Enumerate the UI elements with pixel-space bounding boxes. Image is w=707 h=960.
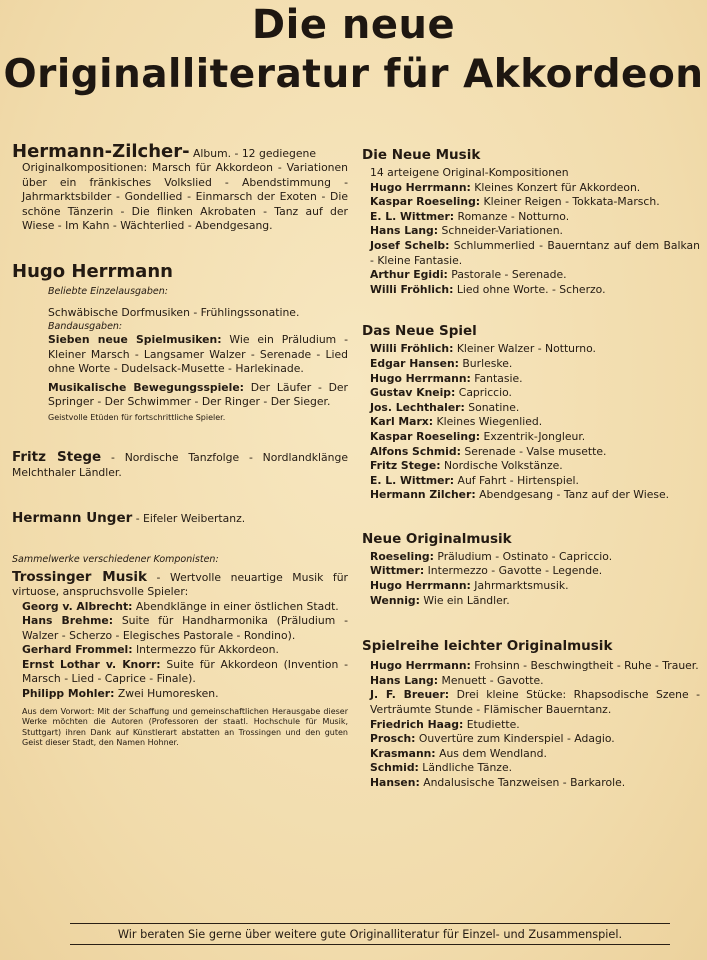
list-item: Jos. Lechthaler: Sonatine. <box>370 400 520 414</box>
left-column <box>12 142 348 749</box>
herrmann-line1: Schwäbische Dorfmusiken - Frühlingssonatine. <box>48 305 300 319</box>
zilcher-name: Hermann-Zilcher- <box>12 141 190 162</box>
herrmann-note: Geistvolle Etüden für fortschrittliche Spieler. <box>48 412 226 422</box>
list-item: Philipp Mohler: Zwei Humoresken. <box>22 687 219 701</box>
list-item: Alfons Schmid: Serenade - Valse musette. <box>370 444 607 458</box>
list-item: Edgar Hansen: Burleske. <box>370 356 513 370</box>
title-line-2: Originalliteratur für Akkordeon <box>3 52 704 97</box>
list-item: Hugo Herrmann: Frohsinn - Beschwingtheit - Ruhe - Trauer. <box>370 659 699 673</box>
right-column <box>362 147 700 791</box>
neues-spiel-heading: Das Neue Spiel <box>362 323 477 340</box>
list-item: Willi Fröhlich: Lied ohne Worte. - Scherzo. <box>370 282 606 296</box>
stege-text: - Nordische Tanzfolge - Nordlandklänge Melchthaler Ländler. <box>12 451 348 479</box>
list-item: Josef Schelb: Schlummerlied - Bauerntanz auf dem Balkan - Kleine Fantasie. <box>370 238 701 267</box>
originalmusik-heading: Neue Originalmusik <box>362 530 512 547</box>
unger-name: Hermann Unger <box>12 510 133 526</box>
originalmusik-section <box>362 531 700 608</box>
herrmann-name: Hugo Herrmann <box>12 260 173 282</box>
list-item: Arthur Egidi: Pastorale - Serenade. <box>370 268 567 282</box>
unger-text: - Eifeler Weibertanz. <box>132 512 246 525</box>
list-item: Krasmann: Aus dem Wendland. <box>370 746 547 760</box>
list-item: Hansen: Andalusische Tanzweisen - Barkarole. <box>370 776 626 789</box>
list-item: Hans Lang: Schneider-Variationen. <box>370 224 563 238</box>
stege-name: Fritz Stege <box>12 449 102 465</box>
sammel-heading: Sammelwerke verschiedener Komponisten: <box>12 553 219 565</box>
unger-section <box>12 510 348 527</box>
title-line-1: Die neue <box>251 2 456 48</box>
list-item: Wennig: Wie ein Ländler. <box>370 593 510 607</box>
list-item: Ernst Lothar v. Knorr: Suite für Akkordeon (Invention - Marsch - Lied - Caprice - Finale). <box>22 657 348 686</box>
list-item: Fritz Stege: Nordische Volkstänze. <box>370 459 563 473</box>
leichte-section <box>362 638 700 790</box>
list-item: E. L. Wittmer: Romanze - Notturno. <box>370 209 570 223</box>
herrmann-section <box>12 262 348 424</box>
list-item: J. F. Breuer: Drei kleine Stücke: Rhapsodische Szene - Verträumte Stunde - Flämischer Bauerntanz. <box>370 688 700 717</box>
neues-spiel-section <box>362 323 700 503</box>
trossinger-text: - Wertvolle neuartige Musik für virtuose, anspruchsvolle Spieler: <box>12 570 348 598</box>
band1-text: Wie ein Präludium - Kleiner Marsch - Langsamer Walzer - Serenade - Lied ohne Worte - Dudelsack-Musette - Harlekinade. <box>48 333 348 375</box>
zilcher-section <box>12 142 348 234</box>
neue-musik-heading: Die Neue Musik <box>362 147 481 163</box>
band2-title: Musikalische Bewegungsspiele: <box>48 380 244 394</box>
list-item: Wittmer: Intermezzo - Gavotte - Legende. <box>370 564 603 578</box>
herrmann-sub2: Bandausgaben: <box>48 321 123 332</box>
herrmann-band1 <box>12 333 348 377</box>
list-item: Hugo Herrmann: Fantasie. <box>370 371 523 385</box>
zilcher-text: Originalkompositionen: Marsch für Akkordeon - Variationen über ein fränkisches Volkslied - Abendstimmung - Jahrmarktsbilder - Gondellied - Einmarsch der Exoten - Die schöne Tänzerin - Die flinken Akrobaten - Tanz auf der Wiese - Im Kahn - Wächterlied - Abendgesang. <box>22 161 348 232</box>
list-item: Friedrich Haag: Etudiette. <box>370 717 520 731</box>
stege-section <box>12 449 348 480</box>
band1-title: Sieben neue Spielmusiken: <box>48 333 222 346</box>
list-item: Hans Brehme: Suite für Handharmonika (Präludium - Walzer - Scherzo - Elegisches Pastorale - Rondino). <box>22 614 348 642</box>
list-item: Gustav Kneip: Capriccio. <box>370 386 512 400</box>
footer-note: Wir beraten Sie gerne über weitere gute Originalliteratur für Einzel- und Zusammenspiel. <box>70 923 670 945</box>
list-item: Roeseling: Präludium - Ostinato - Capriccio. <box>370 549 613 563</box>
list-item: Hermann Zilcher: Abendgesang - Tanz auf der Wiese. <box>370 488 670 502</box>
herrmann-band2 <box>12 381 348 410</box>
band2-text: Der Läufer - Der Springer - Der Schwimmer - Der Ringer - Der Sieger. <box>48 380 348 408</box>
list-item: Kaspar Roeseling: Exzentrik-Jongleur. <box>370 429 586 443</box>
list-item: Gerhard Frommel: Intermezzo für Akkordeon. <box>22 643 279 657</box>
list-item: E. L. Wittmer: Auf Fahrt - Hirtenspiel. <box>370 473 579 487</box>
neue-musik-section <box>362 147 700 297</box>
sammel-section <box>12 553 348 749</box>
list-item: Georg v. Albrecht: Abendklänge in einer östlichen Stadt. <box>22 599 339 613</box>
list-item: Willi Fröhlich: Kleiner Walzer - Notturno. <box>370 342 596 356</box>
list-item: Hugo Herrmann: Jahrmarktsmusik. <box>370 579 569 593</box>
list-item: Hans Lang: Menuett - Gavotte. <box>370 673 544 687</box>
list-item: Prosch: Ouvertüre zum Kinderspiel - Adagio. <box>370 732 615 746</box>
list-item: Hugo Herrmann: Kleines Konzert für Akkordeon. <box>370 180 641 194</box>
zilcher-text-first: Album. - 12 gediegene <box>189 147 316 160</box>
sammel-note: Aus dem Vorwort: Mit der Schaffung und gemeinschaftlichen Herausgabe dieser Werke möchten die Autoren (Professoren der staatl. Hochschule für Musik, Stuttgart) ihren Dank auf Künstlerart abstatten an Trossingen und den guten Geist dieser Stadt, den Namen Hohner. <box>22 706 348 748</box>
herrmann-sub1: Beliebte Einzelausgaben: <box>48 285 168 297</box>
list-item: Karl Marx: Kleines Wiegenlied. <box>370 415 543 429</box>
list-item: Schmid: Ländliche Tänze. <box>370 761 513 775</box>
leichte-heading: Spielreihe leichter Originalmusik <box>362 638 613 655</box>
trossinger-name: Trossinger Musik <box>12 568 147 585</box>
list-item: Kaspar Roeseling: Kleiner Reigen - Tokkata-Marsch. <box>370 195 660 209</box>
neue-musik-intro: 14 arteigene Original-Kompositionen <box>370 166 569 179</box>
